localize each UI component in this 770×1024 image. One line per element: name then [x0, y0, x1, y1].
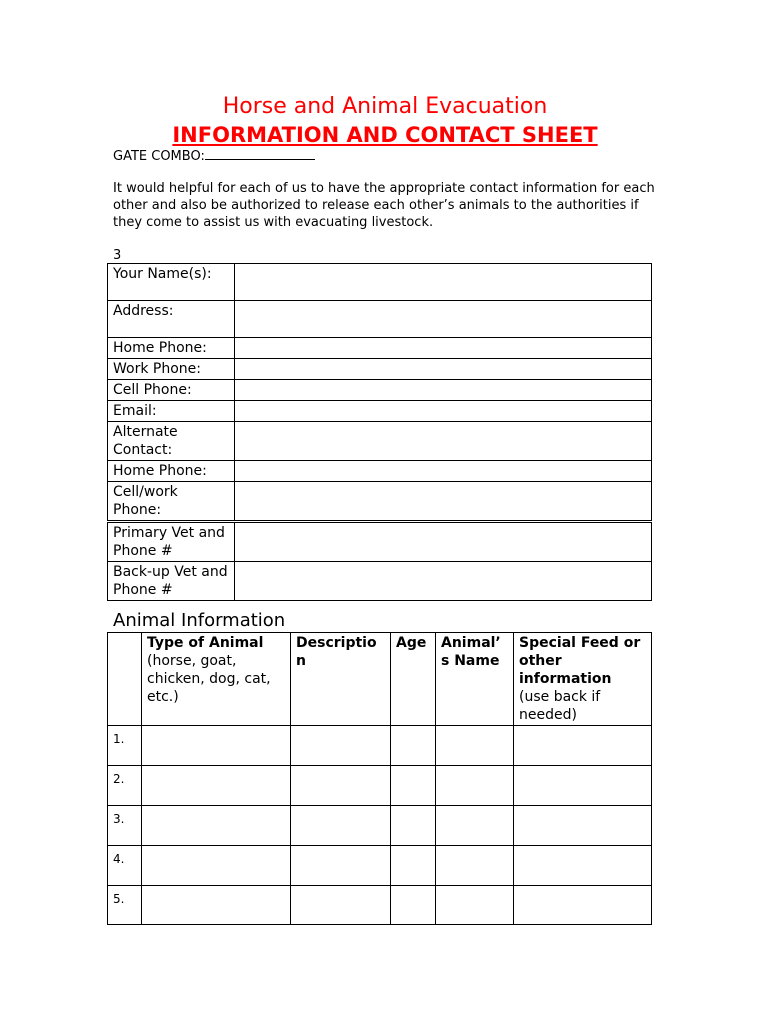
- label-primary-vet: Primary Vet and Phone #: [108, 523, 235, 562]
- field-primary-vet[interactable]: [235, 523, 652, 562]
- field-alt-home-phone[interactable]: [235, 461, 652, 482]
- header-feed-bold: Special Feed or other information: [519, 635, 641, 687]
- cell-description[interactable]: [291, 886, 391, 925]
- cell-description[interactable]: [291, 726, 391, 766]
- animal-table: [107, 632, 652, 925]
- row-number: 1.: [108, 726, 142, 766]
- cell-feed[interactable]: [514, 886, 652, 925]
- header-description: [291, 633, 391, 726]
- cell-feed[interactable]: [514, 806, 652, 846]
- cell-feed[interactable]: [514, 726, 652, 766]
- cell-age[interactable]: [391, 846, 436, 886]
- cell-feed[interactable]: [514, 846, 652, 886]
- header-number: [108, 633, 142, 726]
- label-alt-home-phone: Home Phone:: [108, 461, 235, 482]
- table-row: [108, 766, 652, 806]
- header-feed-detail: (use back if needed): [519, 689, 601, 723]
- field-home-phone[interactable]: [235, 338, 652, 359]
- contact-table: [107, 263, 652, 521]
- row-number: 4.: [108, 846, 142, 886]
- label-address: Address:: [108, 301, 235, 338]
- vet-table: [107, 522, 652, 601]
- gate-combo: [113, 147, 315, 166]
- label-cell-phone: Cell Phone:: [108, 380, 235, 401]
- cell-name[interactable]: [436, 726, 514, 766]
- cell-name[interactable]: [436, 806, 514, 846]
- cell-age[interactable]: [391, 806, 436, 846]
- label-home-phone: Home Phone:: [108, 338, 235, 359]
- field-email[interactable]: [235, 401, 652, 422]
- cell-age[interactable]: [391, 766, 436, 806]
- label-cell-work-phone: Cell/work Phone:: [108, 482, 235, 521]
- label-work-phone: Work Phone:: [108, 359, 235, 380]
- cell-description[interactable]: [291, 846, 391, 886]
- table-row: [108, 846, 652, 886]
- table-row: [108, 726, 652, 766]
- field-cell-phone[interactable]: [235, 380, 652, 401]
- field-alternate-contact[interactable]: [235, 422, 652, 461]
- cell-name[interactable]: [436, 846, 514, 886]
- row-number: 3.: [108, 806, 142, 846]
- animal-info-heading: Animal Information: [113, 610, 286, 631]
- label-email: Email:: [108, 401, 235, 422]
- cell-age[interactable]: [391, 726, 436, 766]
- document-subtitle: INFORMATION AND CONTACT SHEET: [172, 123, 598, 147]
- field-work-phone[interactable]: [235, 359, 652, 380]
- cell-description[interactable]: [291, 766, 391, 806]
- table-row: [108, 886, 652, 925]
- cell-type[interactable]: [142, 806, 291, 846]
- document-title: Horse and Animal Evacuation: [222, 94, 548, 119]
- gate-combo-field[interactable]: [205, 147, 315, 160]
- table-row: [108, 806, 652, 846]
- cell-feed[interactable]: [514, 766, 652, 806]
- field-backup-vet[interactable]: [235, 562, 652, 601]
- label-alternate-contact: Alternate Contact:: [108, 422, 235, 461]
- header-type-detail: (horse, goat, chicken, dog, cat, etc.): [147, 653, 271, 705]
- intro-paragraph: It would helpful for each of us to have the appropriate contact information for each other and also be authorized to release each other’s animals to the authorities if they come to assist us with evacuating livestock.: [113, 181, 655, 230]
- cell-name[interactable]: [436, 766, 514, 806]
- header-type-bold: Type of Animal: [147, 635, 264, 651]
- header-age: [391, 633, 436, 726]
- row-number: 5.: [108, 886, 142, 925]
- row-number: 2.: [108, 766, 142, 806]
- cell-type[interactable]: [142, 726, 291, 766]
- header-age-label: Age: [396, 635, 427, 651]
- header-description-label: Descriptio n: [296, 635, 377, 669]
- cell-type[interactable]: [142, 766, 291, 806]
- cell-description[interactable]: [291, 806, 391, 846]
- label-backup-vet: Back-up Vet and Phone #: [108, 562, 235, 601]
- cell-age[interactable]: [391, 886, 436, 925]
- cell-type[interactable]: [142, 886, 291, 925]
- gate-combo-label: GATE COMBO:: [113, 149, 205, 164]
- label-your-names: Your Name(s):: [108, 264, 235, 301]
- field-your-names[interactable]: [235, 264, 652, 301]
- field-cell-work-phone[interactable]: [235, 482, 652, 521]
- header-animals-name: [436, 633, 514, 726]
- cell-type[interactable]: [142, 846, 291, 886]
- header-type-of-animal: [142, 633, 291, 726]
- form-number: 3: [113, 248, 122, 263]
- cell-name[interactable]: [436, 886, 514, 925]
- header-special-feed: [514, 633, 652, 726]
- header-animals-name-label: Animal’ s Name: [441, 635, 501, 669]
- field-address[interactable]: [235, 301, 652, 338]
